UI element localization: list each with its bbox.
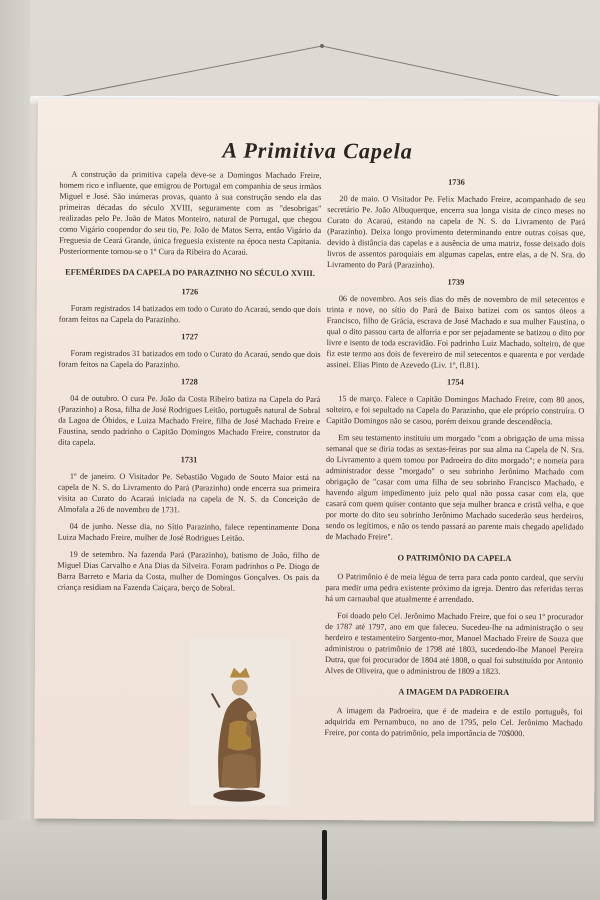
wall-lower bbox=[0, 820, 600, 900]
wall-corner bbox=[0, 0, 30, 900]
text-1727: Foram registrados 31 batizados em todo o Curato do Acaraú, sendo que dois foram feitos na Capela do Parazinho. bbox=[58, 348, 321, 370]
statue-figure-icon bbox=[189, 637, 290, 806]
text-1731-a: 1º de janeiro. O Visitador Pe. Sebastião Vogado de Souto Maior está na capela de N. S. do Livramento do Pará (Parazinho) onde encerra sua primeira visita ao Curato do Acaraú iniciada na capela de N. S. da Conceição de Almofala a 26 de novembro de 1731. bbox=[57, 471, 320, 515]
year-1727: 1727 bbox=[181, 332, 199, 342]
poster-title: A Primitiva Capela bbox=[222, 137, 413, 164]
year-1726: 1726 bbox=[181, 287, 199, 297]
left-column bbox=[57, 169, 321, 600]
text-imagem: A imagem da Padroeira, que é de madeira e de estilo português, foi adquirida em Pernambuco, no ano de 1795, pelo Cel. Jerônimo Machado Freire, por conta do patrimônio, pela importância de 70$000. bbox=[324, 706, 583, 739]
intro-paragraph: A construção da primitiva capela deve-se a Domingos Machado Freire, homem rico e influente, que emigrou de Portugal em companhia de seus irmãos Miguel e José. São inúmeras provas, quanto à sua construção sendo ela das primeiras décadas do século XVIII, seguramente com as "desobrigas" realizadas pelo Pe. João de Matos Monteiro, natural de Portugal, que chegou como Vigário coopendor do seu tio, Pe. João de Matos Serra, então Vigário da Freguesia de Ceará Grande, única freguesia existente na época nesta Capitania. Posteriormente tornou-se o 1º Cura da Ribeira do Acaraú. bbox=[59, 169, 322, 257]
text-1731-b: 04 de junho. Nesse dia, no Sítio Parazinho, falece repentinamente Dona Luiza Machado Freire, mulher de José Rodrigues Leitão. bbox=[57, 521, 320, 543]
text-1736: 20 de maio. O Visitador Pe. Felix Machado Freire, acompanhado de seu secretário Pe. João Albuquerque, encerra sua longa visita de cinco meses no Curato do Acaraú, estando na capela de N. S. do Livramento de Pará (Parazinho). Deixa longo provimento determinando entre outras coisas que, devido à distância das capelas e a ausência de uma matriz, fosse deixado dois livros de assentos paroquiais em algumas capelas, entre elas, a de N. Sra. do Livramento do Pará (Parazinho). bbox=[326, 194, 586, 270]
text-patrimonio-1: O Patrimônio é de meia légua de terra para cada ponto cardeal, que serviu para medir uma pedra existente próximo da igreja. Dentro das referidas terras há um carnaubal que atualmente é arrendado. bbox=[325, 572, 584, 604]
year-1739: 1739 bbox=[447, 277, 465, 287]
year-1754: 1754 bbox=[447, 377, 464, 387]
poster-banner bbox=[34, 99, 598, 822]
efemerides-heading: EFEMÉRIDES DA CAPELA DO PARAZINHO NO SÉCULO XVIII. bbox=[65, 267, 315, 278]
text-1731-c: 19 de setembro. Na fazenda Pará (Parazinho), batismo de João, filho de Miguel Dias Carvalho e Ana Dias da Silveira. Foram padrinhos o Pe. Diogo de Barra Barreto e Maria da Costa, mulher de Domingos Gonçalves. Os pais da criança residiam na Fazenda Caiçara, berço de Sobral. bbox=[57, 549, 320, 593]
year-1731: 1731 bbox=[180, 455, 198, 465]
patrimonio-heading: O PATRIMÔNIO DA CAPELA bbox=[397, 553, 512, 564]
right-column bbox=[325, 170, 586, 745]
padroeira-statue-photo bbox=[189, 637, 290, 806]
year-1736: 1736 bbox=[448, 177, 465, 187]
text-1728: 04 de outubro. O cura Pe. João da Costa Ribeiro batiza na Capela do Pará (Parazinho) a Rosa, filha de José Rodrigues Leitão, português natural de Sobral da Lagoa de Óbidos, e Luiza Machado Freire, filha de José Machado Freire e Faustina, sendo padrinho o Capitão Domingos Machado Freire, construtor da dita capela. bbox=[58, 393, 321, 447]
text-1754: 15 de março. Falece o Capitão Domingos Machado Freire, com 80 anos, solteiro, e foi sepultado na Capela do Parazinho, que ele próprio construíra. O Capitão Domingos não se casou, porém deixou grande descendência. bbox=[326, 394, 585, 427]
text-testamento: Em seu testamento instituiu um morgado "com a obrigação de uma missa semanal que se diria todas as sextas-feiras por sua alma na Capela de N. Sra. do Livramento a quem tomou por Padroeira do dito morgado"; e nomeia para administrador desse "morgado" o seu sobrinho Jerônimo Machado com obrigação de "casar com uma filha de seu sobrinho Francisco Machado, e havendo algum impedimento juiz pelo qual não possa casar com ela, que casará com quem quiser contanto que seja mulher branca e cristã velha, e que por morte do dito seu sobrinho Jerônimo Machado sucederão seus herdeiros, sendo os legítimos, e não os tendo passará ao parente mais chegado apelidado de Machado Freire". bbox=[325, 433, 585, 542]
imagem-heading: A IMAGEM DA PADROEIRA bbox=[398, 687, 510, 698]
text-1726: Foram registrados 14 batizados em todo o Curato do Acaraú, sendo que dois foram feitos na Capela do Parazinho. bbox=[58, 303, 321, 325]
text-1739: 06 de novembro. Aos seis dias do mês de novembro de mil setecentos e trinta e nove, no sítio do Pará de Baixo batizei com os santos óleos a Francisco, filho de Grácia, escrava de José Machado e sua mulher Faustina, o qual o dito passou carta de alforria e por ser pejadamente se batizou o dito por livre e isento de toda escravidão. Foi padrinho Luiz Machado, solteiro, de que fiz este termo aos dois de fevereiro de mil setecentos e quarenta e por verdade assinei. Elias Pinto de Azevedo (Liv. 1º, fl.81). bbox=[326, 294, 585, 370]
text-patrimonio-2: Foi doado pelo Cel. Jerônimo Machado Freire, que foi o seu 1º procurador de 1787 até 1797, ano em que faleceu. Sucedeu-lhe na administração o seu herdeiro e testamenteiro Sargento-mor, Manoel Machado Freire de Souza que administrou o patrimônio de 1798 até 1803, sucedendo-lhe Manoel Pereira Dutra, que foi procurador de 1804 até 1808, o qual foi substituído por Antonio Alves de Oliveira, que o administrou de 1809 a 1823. bbox=[324, 611, 584, 676]
year-1728: 1728 bbox=[181, 377, 198, 387]
power-cord bbox=[322, 830, 327, 900]
